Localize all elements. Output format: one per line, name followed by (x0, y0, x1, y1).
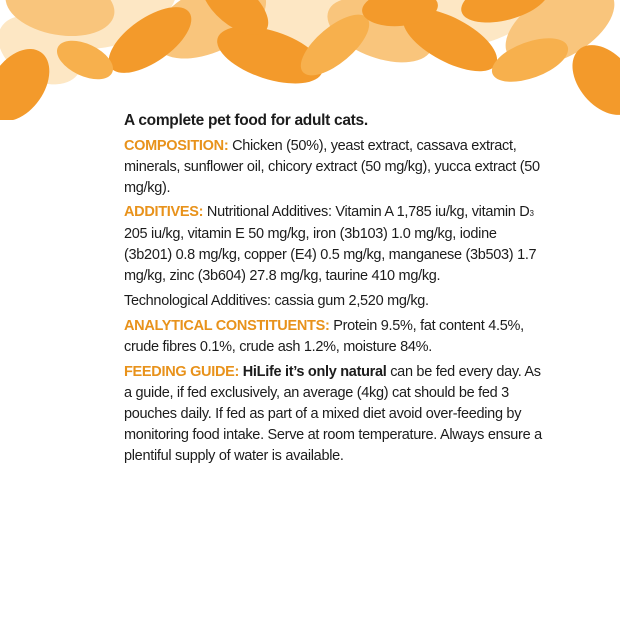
composition-text: Chicken (50%), yeast extract, cassava extract, minerals, sunflower oil, chicory extract (50 mg/kg), yucca extract (50 mg/kg). (124, 138, 540, 196)
vitamin-d3-subscript: 3 (529, 209, 534, 218)
composition-label: COMPOSITION: (124, 138, 229, 154)
orange-leaf-pattern-icon (0, 0, 620, 120)
analytical-label: ANALYTICAL CONSTITUENTS: (124, 318, 330, 334)
feeding-label: FEEDING GUIDE: (124, 364, 240, 380)
feeding-paragraph (124, 362, 544, 467)
intro-heading: A complete pet food for adult cats. (124, 112, 368, 129)
feeding-text: can be fed every day. As a guide, if fed exclusively, an average (4kg) cat should be fed 3 pouches daily. If fed as part of a mixed diet avoid over-feeding by monitoring food intake. Serve at room temperature. Always ensure a plentiful supply of water is available. (124, 364, 542, 464)
additives-label: ADDITIVES: (124, 204, 204, 220)
technological-paragraph: Technological Additives: cassia gum 2,520 mg/kg. (124, 293, 429, 309)
additives-text-a: Nutritional Additives: Vitamin A 1,785 iu/kg, vitamin D (203, 204, 530, 220)
additives-paragraph (124, 202, 544, 287)
feeding-brand: HiLife it’s only natural (239, 364, 387, 380)
analytical-paragraph (124, 316, 544, 358)
analytical-text: Protein 9.5%, fat content 4.5%, crude fibres 0.1%, crude ash 1.2%, moisture 84%. (124, 318, 524, 355)
composition-paragraph (124, 136, 544, 199)
additives-text-b: 205 iu/kg, vitamin E 50 mg/kg, iron (3b103) 1.0 mg/kg, iodine (3b201) 0.8 mg/kg, copper (E4) 0.5 mg/kg, manganese (3b503) 1.7 mg/kg, zinc (3b604) 27.8 mg/kg, taurine 410 mg/kg. (124, 226, 537, 284)
leaf-banner (0, 0, 620, 120)
feeding-label-text (124, 110, 544, 471)
